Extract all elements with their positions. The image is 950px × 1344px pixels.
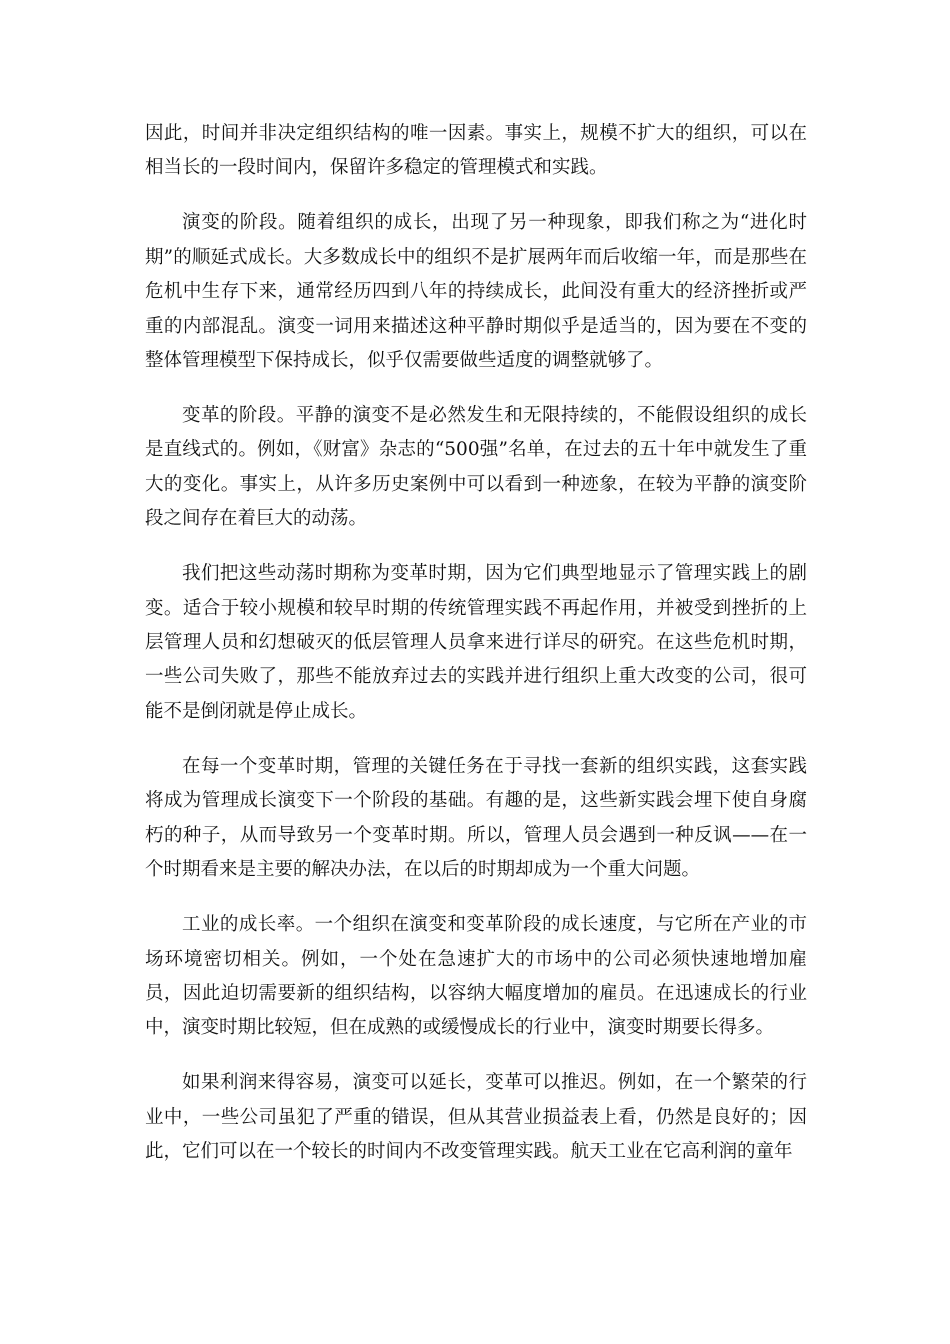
paragraph-revolution-stage: 变革的阶段。平静的演变不是必然发生和无限持续的，不能假设组织的成长是直线式的。例如，《财富》杂志的“500强”名单，在过去的五十年中就发生了重大的变化。事实上，从许多历史案例中可以看到一种迹象，在较为平静的演变阶段之间存在着巨大的动荡。: [145, 405, 807, 530]
paragraph-turbulent-periods: 我们把这些动荡时期称为变革时期，因为它们典型地显示了管理实践上的剧变。适合于较小规模和较早时期的传统管理实践不再起作用，并被受到挫折的上层管理人员和幻想破灭的低层管理人员拿来进行详尽的研究。在这些危机时期，一些公司失败了，那些不能放弃过去的实践并进行组织上重大改变的公司，很可能不是倒闭就是停止成长。: [145, 563, 807, 722]
paragraph-key-task: 在每一个变革时期，管理的关键任务在于寻找一套新的组织实践，这套实践将成为管理成长演变下一个阶段的基础。有趣的是，这些新实践会埋下使自身腐朽的种子，从而导致另一个变革时期。所以，管理人员会遇到一种反讽——在一个时期看来是主要的解决办法，在以后的时期却成为一个重大问题。: [145, 755, 807, 881]
paragraph-evolution-stage: 演变的阶段。随着组织的成长，出现了另一种现象，即我们称之为“进化时期”的顺延式成长。大多数成长中的组织不是扩展两年而后收缩一年，而是那些在危机中生存下来，通常经历四到八年的持续成长，此间没有重大的经济挫折或严重的内部混乱。演变一词用来描述这种平静时期似乎是适当的，因为要在不变的整体管理模型下保持成长，似乎仅需要做些适度的调整就够了。: [145, 212, 807, 372]
paragraph-profits: 如果利润来得容易，演变可以延长，变革可以推迟。例如，在一个繁荣的行业中，一些公司虽犯了严重的错误，但从其营业损益表上看，仍然是良好的；因此，它们可以在一个较长的时间内不改变管理实践。航天工业在它高利润的童年: [145, 1072, 807, 1163]
paragraph-continuation: 因此，时间并非决定组织结构的唯一因素。事实上，规模不扩大的组织，可以在相当长的一段时间内，保留许多稳定的管理模式和实践。: [145, 123, 807, 179]
document-body: [145, 117, 807, 1190]
paragraph-industry-growth-rate: 工业的成长率。一个组织在演变和变革阶段的成长速度，与它所在产业的市场环境密切相关。例如，一个处在急速扩大的市场中的公司必须快速地增加雇员，因此迫切需要新的组织结构，以容纳大幅度增加的雇员。在迅速成长的行业中，演变时期比较短，但在成熟的或缓慢成长的行业中，演变时期要长得多。: [145, 914, 807, 1039]
